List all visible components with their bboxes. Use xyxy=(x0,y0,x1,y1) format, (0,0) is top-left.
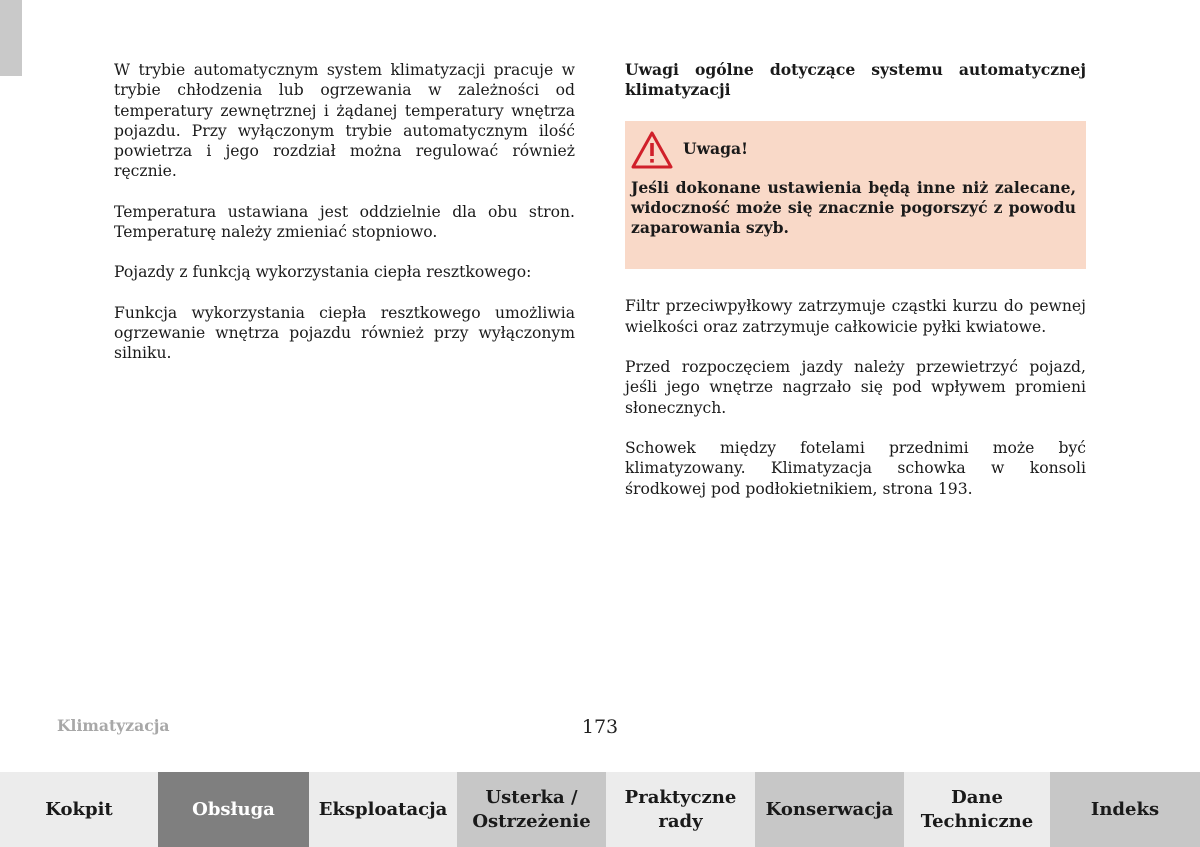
chapter-nav-bar xyxy=(0,772,1200,847)
page-corner-tab xyxy=(0,0,22,76)
right-column xyxy=(625,60,1086,519)
nav-tab-obsluga[interactable]: Obsługa xyxy=(158,772,309,847)
paragraph-residual-heat-vehicles: Pojazdy z funkcją wykorzystania ciepła resztkowego: xyxy=(114,263,532,282)
nav-tab-eksploatacja[interactable]: Eksploatacja xyxy=(309,772,457,847)
warning-header xyxy=(631,131,1076,169)
warning-triangle-icon xyxy=(631,131,673,169)
nav-tab-dane-techniczne[interactable]: Dane Techniczne xyxy=(904,772,1050,847)
nav-tab-indeks[interactable]: Indeks xyxy=(1050,772,1200,847)
nav-tab-kokpit[interactable]: Kokpit xyxy=(0,772,158,847)
warning-text: Jeśli dokonane ustawienia będą inne niż zalecane, widoczność może się znacznie pogorszyć z powodu zaparowania szyb. xyxy=(631,177,1076,238)
paragraph-auto-mode: W trybie automatycznym system klimatyzacji pracuje w trybie chłodzenia lub ogrzewania w zależności od temperatury zewnętrznej i żądanej temperatury wnętrza pojazdu. Przy wyłączonym trybie automatycznym ilość powietrza i jego rozdział można regulować również ręcznie. xyxy=(114,61,575,181)
section-heading: Uwagi ogólne dotyczące systemu automatycznej klimatyzacji xyxy=(625,60,1086,100)
paragraph-glovebox: Schowek między fotelami przednimi może być klimatyzowany. Klimatyzacja schowka w konsoli środkowej pod podłokietnikiem, strona 193. xyxy=(625,438,1086,498)
warning-title: Uwaga! xyxy=(683,139,748,159)
nav-tab-usterka-ostrzezenie[interactable]: Usterka / Ostrzeżenie xyxy=(457,772,606,847)
footer-section-title: Klimatyzacja xyxy=(57,716,170,735)
paragraph-residual-heat-function: Funkcja wykorzystania ciepła resztkowego umożliwia ogrzewanie wnętrza pojazdu również przy wyłączonym silniku. xyxy=(114,303,575,363)
paragraph-ventilate: Przed rozpoczęciem jazdy należy przewietrzyć pojazd, jeśli jego wnętrze nagrzało się pod wpływem promieni słonecznych. xyxy=(625,358,1086,417)
paragraph-pollen-filter: Filtr przeciwpyłkowy zatrzymuje cząstki kurzu do pewnej wielkości oraz zatrzymuje całkowicie pyłki kwiatowe. xyxy=(625,297,1086,336)
left-column xyxy=(114,60,575,384)
page-number: 173 xyxy=(581,716,619,738)
warning-box xyxy=(625,121,1086,270)
nav-tab-konserwacja[interactable]: Konserwacja xyxy=(755,772,904,847)
paragraph-temperature: Temperatura ustawiana jest oddzielnie dla obu stron. Temperaturę należy zmieniać stopniowo. xyxy=(114,202,575,242)
nav-tab-praktyczne-rady[interactable]: Praktyczne rady xyxy=(606,772,755,847)
